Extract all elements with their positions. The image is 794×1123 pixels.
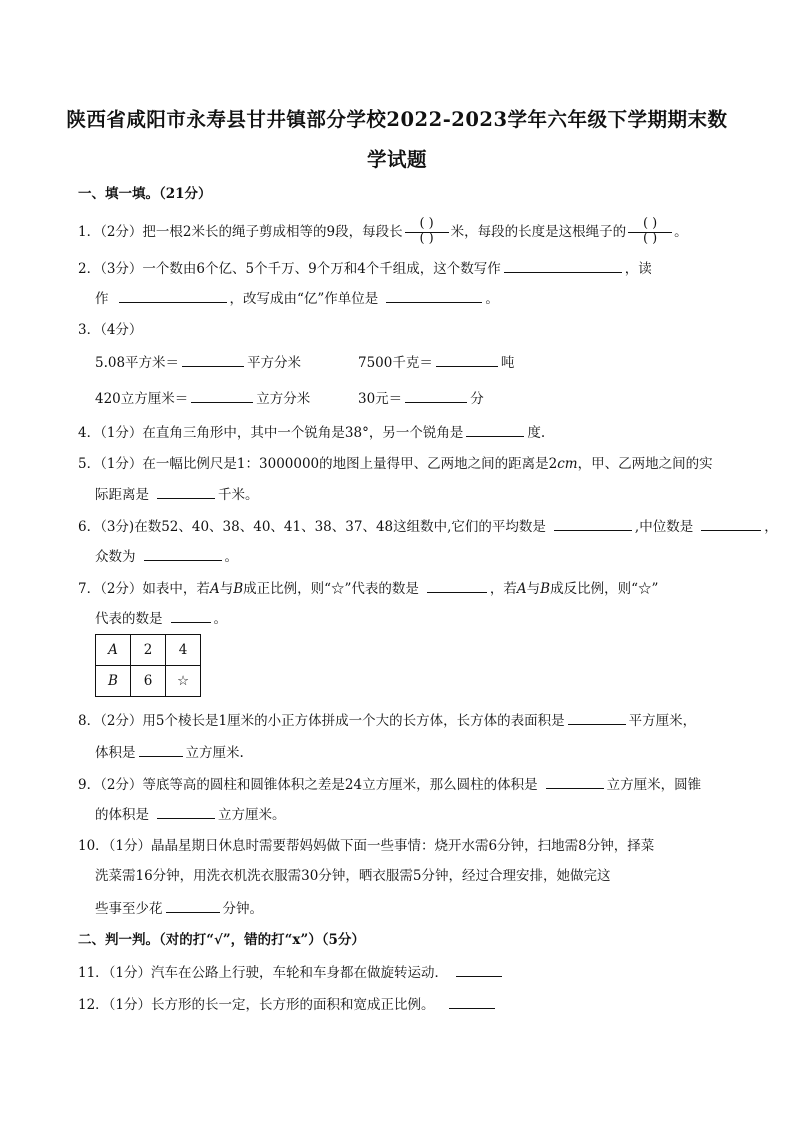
q4-text-a: 4．（1分）在直角三角形中，其中一个锐角是38°，另一个锐角是 (78, 425, 464, 441)
q6-text-e: 。 (224, 549, 238, 565)
q10-text-d: 分钟。 (222, 901, 263, 917)
q8-text-c: 体积是 (95, 745, 136, 761)
table-cell: 4 (166, 635, 201, 666)
q3-r2-text-c: 30元＝ (358, 391, 403, 407)
q8-blank-area[interactable] (568, 710, 626, 725)
q7-text-d: ，若 (489, 581, 517, 597)
q4-text-b: 度. (527, 425, 546, 441)
question-3: 3．（4分） (78, 322, 143, 338)
question-3-row1 (95, 352, 301, 373)
q2-blank-number[interactable] (504, 258, 622, 273)
q8-blank-volume[interactable] (139, 742, 183, 757)
q2-text-c: 作 (95, 291, 109, 307)
q3-blank-1[interactable] (182, 352, 244, 367)
question-3-row2-right (358, 388, 484, 409)
q2-blank-yi[interactable] (386, 288, 482, 303)
q3-r1-text-b: 平方分米 (247, 355, 302, 371)
q8-text-a: 8．（2分）用5个棱长是1厘米的小正方体拼成一个大的长方体，长方体的表面积是 (78, 713, 565, 729)
q3-r2-text-a: 420立方厘米＝ (95, 391, 189, 407)
q5-text-a: 5．（1分）在一幅比例尺是1：3000000的地图上量得甲、乙两地之间的距离是2 (78, 456, 558, 472)
q7-text-c: 成正比例，则“☆”代表的数是 (243, 581, 419, 597)
question-11 (78, 962, 505, 983)
question-5 (78, 454, 713, 474)
q2-text-e: 。 (485, 291, 499, 307)
q7-blank-inverse[interactable] (171, 608, 211, 623)
question-7-cont (95, 608, 227, 629)
q10-blank[interactable] (166, 898, 220, 913)
question-10-cont-2 (95, 898, 263, 919)
q7-var-a: A (209, 581, 220, 597)
q7-var-a-2: A (516, 581, 527, 597)
table-cell: B (96, 666, 131, 697)
q3-r2-text-d: 分 (470, 391, 484, 407)
q5-text-c: 际距离是 (95, 487, 149, 503)
q3-blank-4[interactable] (405, 388, 467, 403)
q6-text-a: 6．（3分)在数52、40、38、40、41、38、37、48这组数中,它们的平均数是 (78, 519, 546, 535)
q5-unit: cm (557, 456, 578, 472)
question-8-cont (95, 742, 244, 763)
question-7 (78, 578, 658, 599)
question-9 (78, 774, 701, 795)
q9-text-c: 的体积是 (95, 807, 149, 823)
q6-blank-mean[interactable] (554, 516, 632, 531)
q3-r1-text-d: 吨 (500, 355, 515, 371)
q5-text-d: 千米。 (218, 487, 259, 503)
q12-text: 12．（1分）长方形的长一定，长方形的面积和宽成正比例。 (78, 997, 435, 1013)
q7-text-f: 代表的数是 (95, 611, 163, 627)
q7-text-e: 成反比例，则“☆” (550, 581, 659, 597)
q9-blank-cylinder[interactable] (546, 774, 604, 789)
q7-table (95, 634, 201, 697)
page-title-line1: 陕西省咸阳市永寿县甘井镇部分学校2022-2023学年六年级下学期期末数 (66, 108, 728, 131)
q3-blank-2[interactable] (436, 352, 498, 367)
q12-blank[interactable] (449, 994, 495, 1009)
q9-blank-cone[interactable] (157, 804, 215, 819)
question-10: 10．（1分）晶晶星期日休息时需要帮妈妈做下面一些事情：烧开水需6分钟，扫地需8分钟，择菜 (78, 838, 655, 854)
q7-blank-direct[interactable] (427, 578, 487, 593)
question-6-cont (95, 546, 238, 567)
q10-text-c: 些事至少花 (95, 901, 163, 917)
q7-text-g: 。 (213, 611, 227, 627)
question-1 (78, 218, 688, 247)
table-cell: 6 (131, 666, 166, 697)
q3-r2-text-b: 立方分米 (256, 391, 311, 407)
q11-blank[interactable] (456, 962, 502, 977)
q7-text-b-2: 与 (526, 581, 541, 597)
q3-blank-3[interactable] (191, 388, 253, 403)
question-9-cont (95, 804, 286, 825)
q6-text-d: 众数为 (95, 549, 136, 565)
q1-text-b: 米，每段的长度是这根绳子的 (450, 224, 627, 240)
table-cell: 2 (131, 635, 166, 666)
question-5-cont (95, 484, 259, 505)
q7-text-a: 7．（2分）如表中，若 (78, 581, 210, 597)
page-title-line2: 学试题 (366, 148, 427, 171)
q7-var-b: B (233, 581, 244, 597)
section-heading-judge: 二、判一判。（对的打“√”，错的打“x”）（5分） (78, 932, 365, 948)
q6-text-c: ， (764, 519, 778, 535)
q11-text: 11．（1分）汽车在公路上行驶，车轮和车身都在做旋转运动． (78, 965, 449, 981)
q5-blank[interactable] (157, 484, 215, 499)
question-2-cont (95, 288, 499, 309)
q6-text-b: ,中位数是 (634, 519, 694, 535)
question-6 (78, 516, 778, 537)
q7-text-b: 与 (219, 581, 234, 597)
q4-blank[interactable] (466, 422, 524, 437)
q1-text-a: 1．（2分）把一根2米长的绳子剪成相等的9段，每段长 (78, 224, 403, 240)
question-2 (78, 258, 652, 279)
table-cell: A (96, 635, 131, 666)
question-3-row2 (95, 388, 310, 409)
section-heading-fill: 一、填一填。（21分） (78, 186, 212, 202)
q7-var-b-2: B (540, 581, 551, 597)
q9-text-b: 立方厘米，圆锥 (606, 777, 702, 793)
q6-blank-mode[interactable] (144, 546, 222, 561)
question-8 (78, 710, 696, 731)
q2-text-d: ，改写成由“亿”作单位是 (229, 291, 379, 307)
q1-fraction-blank-1[interactable]: $\frac{( )}{( )}$ (405, 218, 449, 247)
q8-text-b: 平方厘米， (628, 713, 697, 729)
q2-text-a: 2．（3分）一个数由6个亿、5个千万、9个万和4个千组成，这个数写作 (78, 261, 501, 277)
table-row (96, 635, 201, 666)
q2-text-b: ，读 (624, 261, 652, 277)
question-4 (78, 422, 545, 443)
q3-r1-text-a: 5.08平方米＝ (95, 355, 180, 371)
table-row (96, 666, 201, 697)
q2-blank-read[interactable] (119, 288, 227, 303)
table-cell: ☆ (166, 666, 201, 697)
q8-text-d: 立方厘米. (185, 745, 244, 761)
q1-fraction-blank-2[interactable]: $\frac{( )}{( )}$ (628, 218, 672, 247)
q6-blank-median[interactable] (701, 516, 761, 531)
q1-text-c: 。 (674, 224, 688, 240)
q5-text-b: ，甲、乙两地之间的实 (577, 456, 713, 472)
question-3-row1-right (358, 352, 514, 373)
question-12 (78, 994, 498, 1015)
question-10-cont-1: 洗菜需16分钟，用洗衣机洗衣服需30分钟，晒衣服需5分钟，经过合理安排，她做完这 (95, 868, 611, 884)
q9-text-a: 9．（2分）等底等高的圆柱和圆锥体积之差是24立方厘米，那么圆柱的体积是 (78, 777, 538, 793)
q3-r1-text-c: 7500千克＝ (358, 355, 433, 371)
q9-text-d: 立方厘米。 (218, 807, 286, 823)
